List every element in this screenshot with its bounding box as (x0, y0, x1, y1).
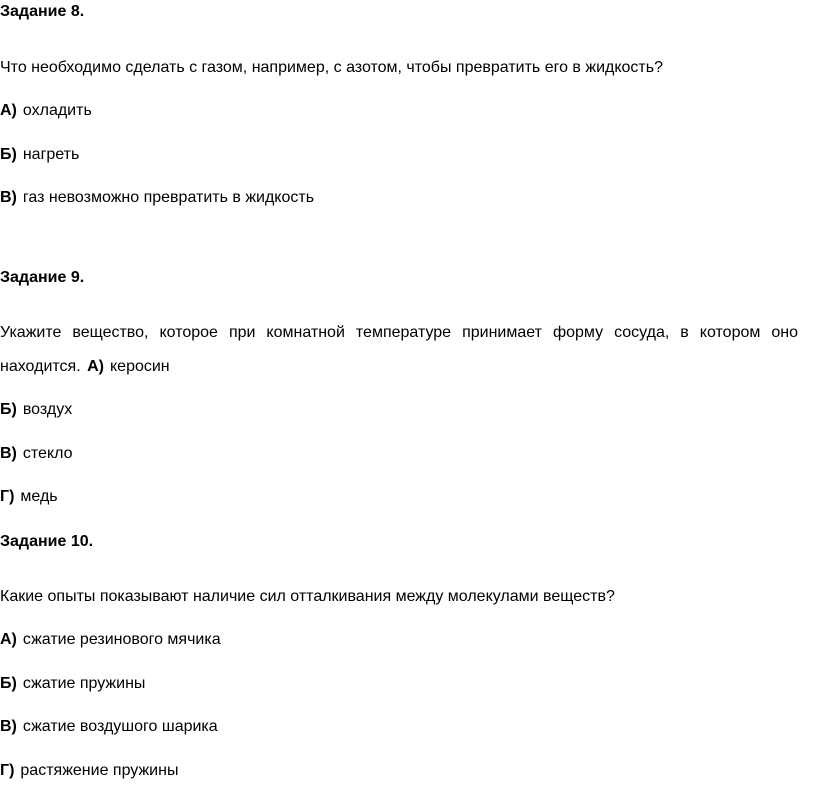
option-letter: А) (0, 102, 17, 119)
task-10-question: Какие опыты показывают наличие сил отталкивания между молекулами веществ? (0, 588, 615, 605)
task-9-option-b (0, 400, 72, 420)
option-text: газ невозможно превратить в жидкость (22, 189, 315, 206)
task-10-option-d (0, 761, 178, 781)
option-letter: Б) (0, 401, 17, 418)
option-text: керосин (109, 358, 170, 375)
task-8-option-c (0, 188, 314, 208)
task-10-option-c (0, 717, 218, 737)
question-text: находится. (0, 358, 81, 375)
option-text: сжатие воздушого шарика (22, 718, 218, 735)
task-8-question: Что необходимо сделать с газом, например, с азотом, чтобы превратить его в жидкость? (0, 59, 663, 76)
task-8-title: Задание 8. (0, 3, 85, 20)
task-10-option-b (0, 674, 145, 694)
task-9-title: Задание 9. (0, 269, 85, 286)
option-letter: Г) (0, 488, 15, 505)
option-letter: Б) (0, 675, 17, 692)
task-8-option-b (0, 145, 79, 165)
option-letter: В) (0, 718, 17, 735)
option-letter: Б) (0, 146, 17, 163)
option-text: охладить (22, 102, 92, 119)
task-9-question-line-1: Укажите вещество, которое при комнатной температуре принимает форму сосуда, в котором оно (0, 324, 798, 341)
option-letter: В) (0, 189, 17, 206)
option-text: растяжение пружины (20, 762, 179, 779)
task-9-option-c (0, 444, 73, 464)
option-letter: А) (0, 631, 17, 648)
task-8-option-a (0, 101, 92, 121)
option-text: стекло (22, 445, 73, 462)
option-letter: Г) (0, 762, 15, 779)
option-text: сжатие резинового мячика (22, 631, 221, 648)
option-text: нагреть (22, 146, 80, 163)
option-text: медь (20, 488, 58, 505)
task-9-question-line-2 (0, 357, 170, 377)
task-10-title: Задание 10. (0, 533, 94, 550)
option-letter: А) (87, 358, 104, 375)
task-9-option-d (0, 487, 58, 507)
option-text: воздух (22, 401, 73, 418)
option-letter: В) (0, 445, 17, 462)
task-10-option-a (0, 630, 221, 650)
option-text: сжатие пружины (22, 675, 146, 692)
